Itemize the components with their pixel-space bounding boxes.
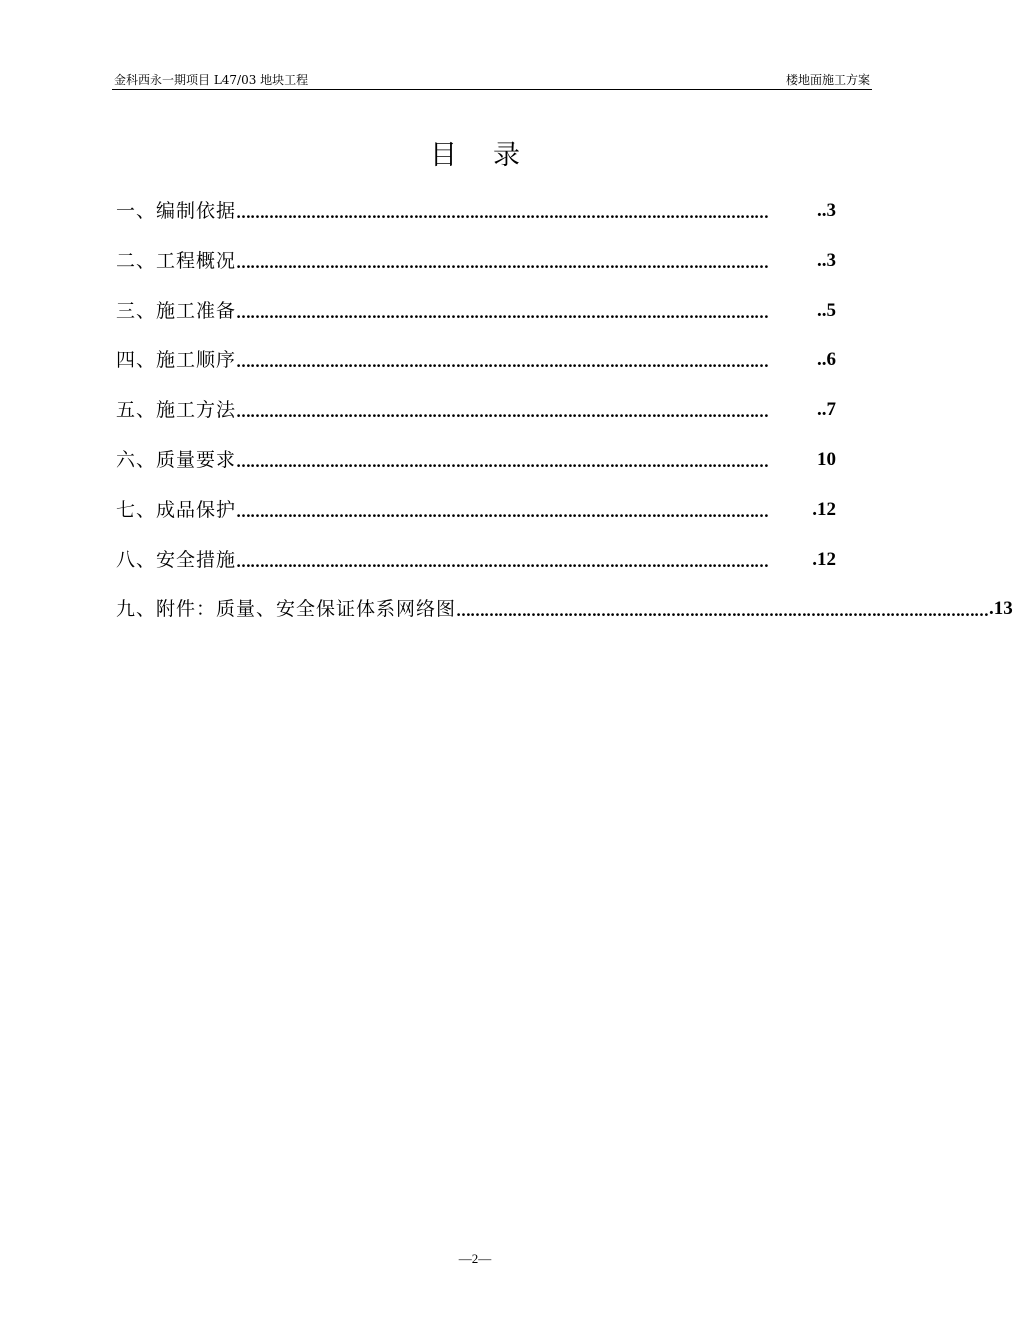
toc-leader-dots: …………………………………………………………………………………………………… [236,204,769,222]
toc-entry-label: 九、附件：质量、安全保证体系网络图 [116,598,457,621]
page-footer [0,1250,950,1268]
toc-leader-dots: …………………………………………………………………………………………………… [236,452,769,471]
toc-entry-label: 五、施工方法 [116,399,237,422]
toc-title-char-1: 目 [430,140,457,171]
toc-entry-quality[interactable] [116,445,836,495]
toc-entry-protection[interactable] [116,495,836,545]
toc-entry-basis[interactable] [116,196,836,246]
toc-entry-label: 六、质量要求 [116,448,237,471]
toc-entry-page: .12 [812,498,836,520]
toc-entry-method[interactable] [116,395,836,445]
toc-leader-dots: …………………………………………………………………………………………………… [236,353,769,372]
toc-entry-page: ..6 [817,349,836,371]
toc-entry-label: 一、编制依据 [116,200,237,222]
toc-entry-page: ..5 [817,299,836,321]
toc-entry-page: .12 [812,548,836,570]
toc-entry-label: 四、施工顺序 [116,349,237,372]
toc-leader-dots: …………………………………………………………………………………………………… [236,253,769,272]
toc-leader-dots: …………………………………………………………………………………………………… [236,552,769,571]
toc-title-char-2: 录 [493,140,520,171]
header-project-name: 金科西永一期项目 L47/03 地块工程 [114,73,309,87]
toc-leader-dots: …………………………………………………………………………………………………… [236,502,769,521]
page-number: —2— [458,1251,492,1266]
toc-entry-label: 二、工程概况 [116,249,237,272]
toc-leader-dots: …………………………………………………………………………………………………… [456,602,989,621]
toc-entry-label: 七、成品保护 [116,498,237,521]
toc-entry-safety[interactable] [116,545,836,595]
toc-title [0,138,950,174]
toc-entry-sequence[interactable] [116,345,836,395]
toc-entry-page: ..3 [817,249,836,271]
toc-entry-page: 10 [817,448,836,470]
toc-entry-preparation[interactable] [116,296,836,346]
toc-entry-page: ..3 [817,200,836,221]
toc-entry-label: 八、安全措施 [116,548,237,571]
toc-entry-appendix[interactable] [116,594,1013,644]
toc-entry-page: ..7 [817,399,836,421]
page-header [112,70,872,90]
toc-leader-dots: …………………………………………………………………………………………………… [236,403,769,422]
toc-list [116,196,1013,644]
toc-entry-label: 三、施工准备 [116,299,237,322]
toc-entry-page: .13 [989,598,1013,620]
toc-leader-dots: …………………………………………………………………………………………………… [236,303,769,322]
toc-entry-overview[interactable] [116,246,836,296]
header-document-title: 楼地面施工方案 [785,73,870,87]
